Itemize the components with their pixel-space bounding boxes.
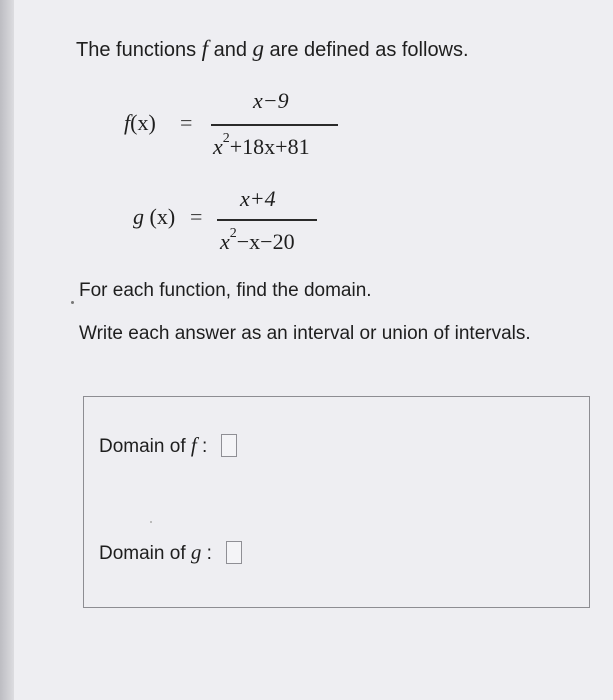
f-den-exponent: 2 [222, 131, 230, 146]
domain-f-row [99, 433, 237, 458]
g-fraction-bar [217, 219, 317, 221]
f-numerator: x−9 [253, 88, 289, 113]
intro-text [76, 36, 469, 62]
g-equals: = [190, 204, 203, 229]
g-den-exponent: 2 [229, 226, 237, 241]
domain-f-label [99, 433, 207, 458]
f-equals: = [180, 110, 193, 135]
domain-g-row [99, 540, 242, 565]
domain-f-symbol: f [190, 433, 197, 457]
g-den-rest: −x−20 [236, 229, 295, 254]
stray-dot [71, 301, 74, 304]
g-denominator [220, 226, 295, 255]
g-den-var: x [220, 229, 230, 254]
f-arg: (x) [130, 110, 156, 135]
stray-mark [150, 521, 152, 523]
intro-f-symbol: f [201, 36, 209, 61]
domain-f-colon: : [196, 436, 208, 457]
g-name: g [133, 204, 144, 229]
f-fraction-bar [211, 124, 338, 126]
instruction-find-domain: For each function, find the domain. [79, 280, 372, 301]
intro-g-symbol: g [252, 36, 264, 61]
g-lhs [133, 204, 175, 230]
domain-f-input[interactable] [221, 434, 237, 457]
intro-before: The functions [76, 39, 202, 61]
f-lhs [124, 110, 156, 136]
f-den-var: x [213, 134, 223, 159]
g-arg: (x) [149, 204, 176, 229]
f-name: f [124, 110, 131, 135]
intro-after: are defined as follows. [264, 39, 469, 61]
domain-g-symbol: g [190, 540, 202, 564]
domain-g-colon: : [201, 543, 212, 564]
answer-box [83, 396, 590, 608]
page-left-edge [0, 0, 14, 700]
instruction-interval-format: Write each answer as an interval or union of intervals. [79, 323, 531, 344]
domain-g-label [99, 540, 212, 565]
domain-f-prefix: Domain of [99, 436, 191, 457]
f-denominator [213, 131, 310, 160]
domain-g-input[interactable] [226, 541, 242, 564]
g-numerator: x+4 [240, 186, 276, 211]
domain-g-prefix: Domain of [99, 543, 191, 564]
f-den-rest: +18x+81 [229, 134, 310, 159]
intro-between: and [208, 39, 253, 61]
